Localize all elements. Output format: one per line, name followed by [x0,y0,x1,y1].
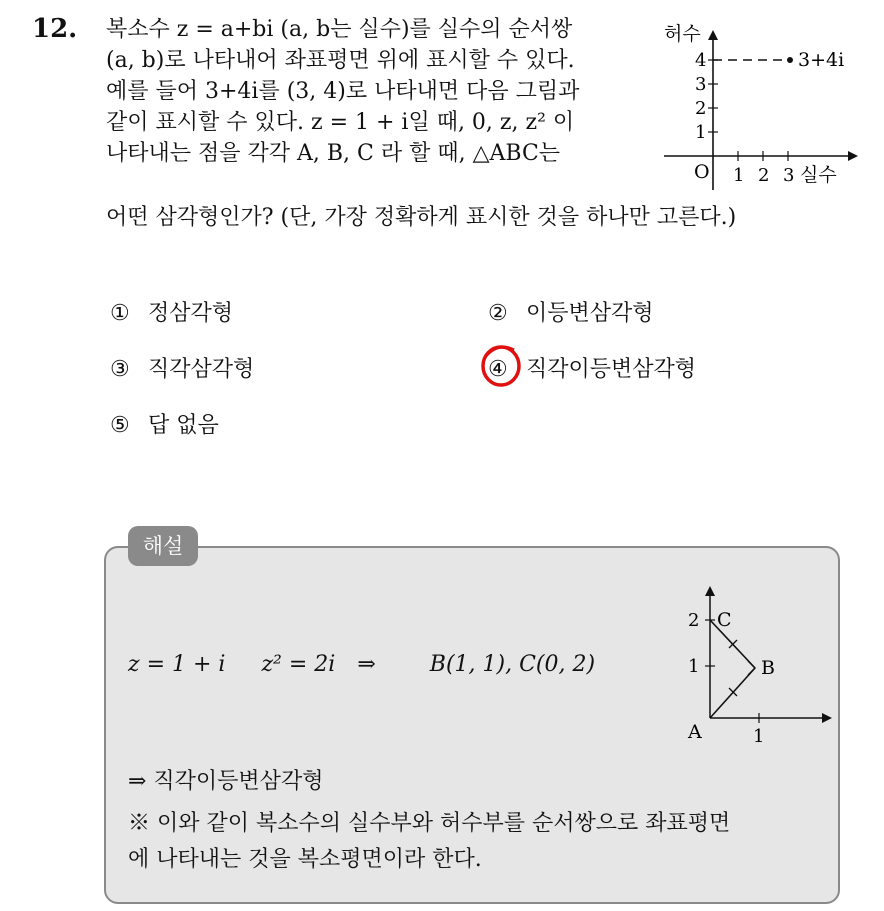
imag-axis-arrow [708,30,718,40]
choice-2[interactable] [488,296,654,327]
x-tick-label: 1 [733,165,745,186]
point-C-label: C [717,609,732,631]
note-line: ※ 이와 같이 복소수의 실수부와 허수부를 순서쌍으로 좌표평면 [128,811,731,836]
point-3-4i [787,57,793,63]
y-tick-label: 1 [688,656,700,677]
question-number: 12. [32,14,78,44]
answer-mark-circle [478,340,526,392]
x-tick-label: 1 [753,726,765,747]
formula-points: B(1, 1), C(0, 2) [429,652,596,677]
y-tick-label: 1 [695,122,707,143]
choice-text: 직각삼각형 [148,357,255,382]
point-A-label: A [688,721,702,743]
x-tick-label: 2 [758,165,770,186]
solution-conclusion: ⇒ 직각이등변삼각형 [128,769,324,794]
real-axis-label: 실수 [800,164,837,186]
complex-plane-figure [656,14,866,194]
solution-tag: 해설 [128,526,198,566]
y-tick-label: 2 [695,98,707,119]
question-line: 같이 표시할 수 있다. z = 1 + i일 때, 0, z, z² 이 [106,110,575,135]
choice-text: 직각이등변삼각형 [526,357,697,382]
solution-formula [128,652,595,677]
origin-label: O [694,161,710,183]
side-AB [710,668,755,718]
choice-3[interactable] [110,352,254,383]
choice-number: ⑤ [110,413,130,438]
real-axis-arrow [848,151,858,161]
choice-number: ② [488,301,508,326]
triangle-diagram [660,582,840,752]
imag-axis-label: 허수 [664,23,701,45]
formula-arrow: ⇒ [357,652,376,677]
question-line: (a, b)로 나타내어 좌표평면 위에 표시할 수 있다. [106,48,575,73]
choice-number: ④ [488,357,508,382]
question-line: 복소수 z = a+bi (a, b는 실수)를 실수의 순서쌍 [106,17,573,42]
note-line: 에 나타내는 것을 복소평면이라 한다. [128,847,482,872]
choice-text: 답 없음 [148,413,219,438]
choice-number: ① [110,301,130,326]
solution-note [128,806,730,878]
point-label: 3+4i [798,49,845,71]
question-text [106,14,666,169]
y-tick-label: 2 [688,610,700,631]
formula-z-squared: z² = 2i [261,652,336,677]
question-last-line: 어떤 삼각형인가? (단, 가장 정확하게 표시한 것을 하나만 고른다.) [106,205,737,230]
choice-1[interactable] [110,296,233,327]
question-line: 나타내는 점을 각각 A, B, C 라 할 때, △ABC는 [106,141,561,166]
choice-5[interactable] [110,408,219,439]
choice-number: ③ [110,357,130,382]
choice-text: 이등변삼각형 [526,301,654,326]
question-line: 예를 들어 3+4i를 (3, 4)로 나타내면 다음 그림과 [106,79,580,104]
x-tick-label: 3 [783,165,795,186]
y-tick-label: 3 [695,74,707,95]
y-tick-label: 4 [695,50,707,71]
choice-text: 정삼각형 [148,301,234,326]
point-B-label: B [761,657,775,679]
formula-z: z = 1 + i [128,652,226,677]
